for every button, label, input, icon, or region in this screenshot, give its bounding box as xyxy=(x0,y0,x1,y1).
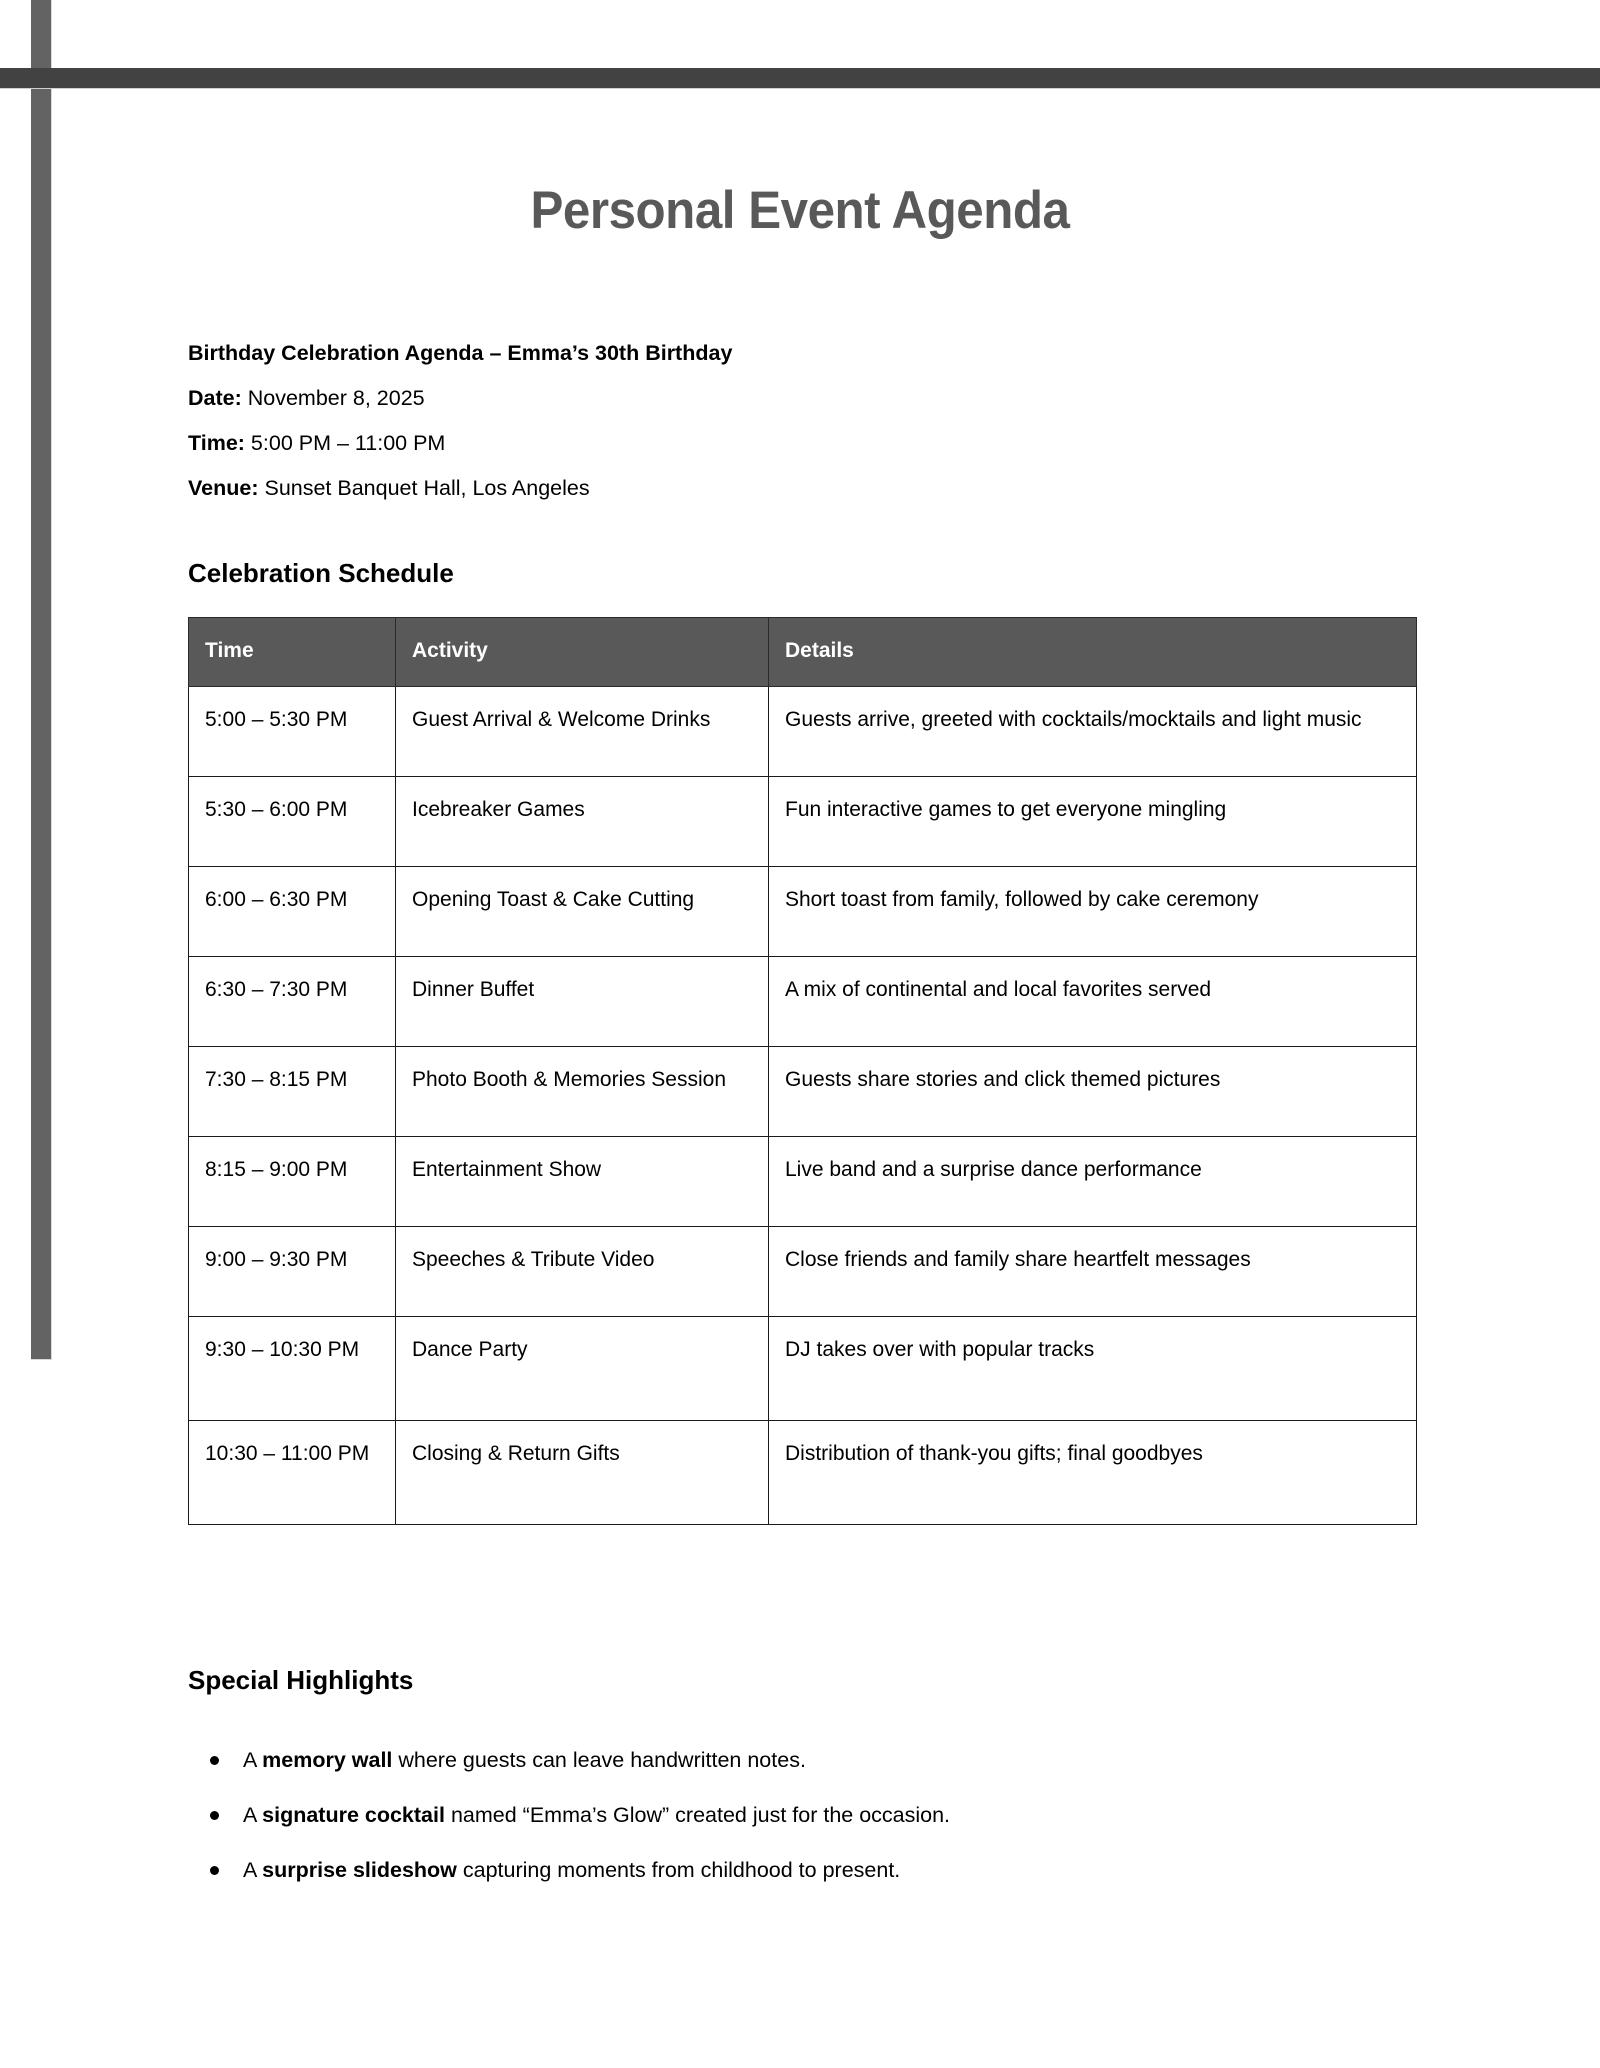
special-highlights-block xyxy=(188,1745,1438,1910)
event-time-value: 5:00 PM – 11:00 PM xyxy=(244,431,446,455)
section-heading-highlights: Special Highlights xyxy=(188,1665,414,1695)
cell-details: A mix of continental and local favorites served xyxy=(769,957,1417,1047)
list-item xyxy=(243,1800,1438,1830)
highlight-lead: A xyxy=(243,1803,263,1827)
cell-details: Live band and a surprise dance performance xyxy=(769,1137,1417,1227)
column-header-details: Details xyxy=(769,618,1417,687)
cell-time: 5:30 – 6:00 PM xyxy=(189,777,396,867)
highlight-rest: named “Emma’s Glow” created just for the occasion. xyxy=(444,1803,951,1827)
event-headline: Birthday Celebration Agenda – Emma’s 30th Birthday xyxy=(188,341,733,365)
cell-activity: Speeches & Tribute Video xyxy=(396,1227,769,1317)
table-header-row xyxy=(189,618,1417,687)
cell-details: Guests arrive, greeted with cocktails/mocktails and light music xyxy=(769,687,1417,777)
schedule-table-head xyxy=(189,618,1417,687)
cell-time: 9:30 – 10:30 PM xyxy=(189,1317,396,1421)
bullet-icon xyxy=(210,1811,219,1820)
cell-details: Fun interactive games to get everyone mingling xyxy=(769,777,1417,867)
table-row xyxy=(189,1421,1417,1525)
decorative-horizontal-bar xyxy=(0,68,1600,89)
schedule-table-body xyxy=(189,687,1417,1525)
bullet-icon xyxy=(210,1756,219,1765)
cell-activity: Guest Arrival & Welcome Drinks xyxy=(396,687,769,777)
event-time-line xyxy=(188,425,1438,461)
column-header-time: Time xyxy=(189,618,396,687)
cell-activity: Icebreaker Games xyxy=(396,777,769,867)
cell-details: Short toast from family, followed by cake ceremony xyxy=(769,867,1417,957)
cell-details: DJ takes over with popular tracks xyxy=(769,1317,1417,1421)
highlight-rest: capturing moments from childhood to present. xyxy=(456,1858,901,1882)
cell-activity: Closing & Return Gifts xyxy=(396,1421,769,1525)
table-row xyxy=(189,957,1417,1047)
section-heading-schedule: Celebration Schedule xyxy=(188,558,454,588)
event-date-label: Date: xyxy=(188,386,242,410)
event-venue-value: Sunset Banquet Hall, Los Angeles xyxy=(258,476,590,500)
highlight-bold: surprise slideshow xyxy=(262,1858,457,1882)
highlight-bold: memory wall xyxy=(262,1748,393,1772)
cell-activity: Dinner Buffet xyxy=(396,957,769,1047)
cell-time: 8:15 – 9:00 PM xyxy=(189,1137,396,1227)
highlight-lead: A xyxy=(243,1858,263,1882)
cell-time: 6:30 – 7:30 PM xyxy=(189,957,396,1047)
list-item xyxy=(243,1745,1438,1775)
table-row xyxy=(189,1137,1417,1227)
cell-activity: Dance Party xyxy=(396,1317,769,1421)
cell-time: 6:00 – 6:30 PM xyxy=(189,867,396,957)
cell-time: 5:00 – 5:30 PM xyxy=(189,687,396,777)
highlight-rest: where guests can leave handwritten notes. xyxy=(392,1748,806,1772)
bullet-icon xyxy=(210,1866,219,1875)
cell-details: Guests share stories and click themed pictures xyxy=(769,1047,1417,1137)
cell-activity: Entertainment Show xyxy=(396,1137,769,1227)
table-row xyxy=(189,1047,1417,1137)
event-date-line xyxy=(188,380,1438,416)
cell-time: 10:30 – 11:00 PM xyxy=(189,1421,396,1525)
table-row xyxy=(189,687,1417,777)
cell-time: 7:30 – 8:15 PM xyxy=(189,1047,396,1137)
highlights-list xyxy=(188,1745,1438,1885)
column-header-activity: Activity xyxy=(396,618,769,687)
table-row xyxy=(189,1227,1417,1317)
event-time-label: Time: xyxy=(188,431,245,455)
cell-details: Distribution of thank-you gifts; final goodbyes xyxy=(769,1421,1417,1525)
event-venue-label: Venue: xyxy=(188,476,259,500)
table-row xyxy=(189,1317,1417,1421)
decorative-vertical-bar xyxy=(31,0,52,1360)
event-summary-block xyxy=(188,335,1438,515)
list-item xyxy=(243,1855,1438,1885)
cell-activity: Photo Booth & Memories Session xyxy=(396,1047,769,1137)
table-row xyxy=(189,867,1417,957)
schedule-table xyxy=(188,617,1417,1525)
table-row xyxy=(189,777,1417,867)
event-date-value: November 8, 2025 xyxy=(241,386,425,410)
cell-activity: Opening Toast & Cake Cutting xyxy=(396,867,769,957)
cell-time: 9:00 – 9:30 PM xyxy=(189,1227,396,1317)
event-venue-line xyxy=(188,470,1438,506)
highlight-lead: A xyxy=(243,1748,263,1772)
page-title: Personal Event Agenda xyxy=(530,181,1070,240)
cell-details: Close friends and family share heartfelt messages xyxy=(769,1227,1417,1317)
highlight-bold: signature cocktail xyxy=(262,1803,445,1827)
